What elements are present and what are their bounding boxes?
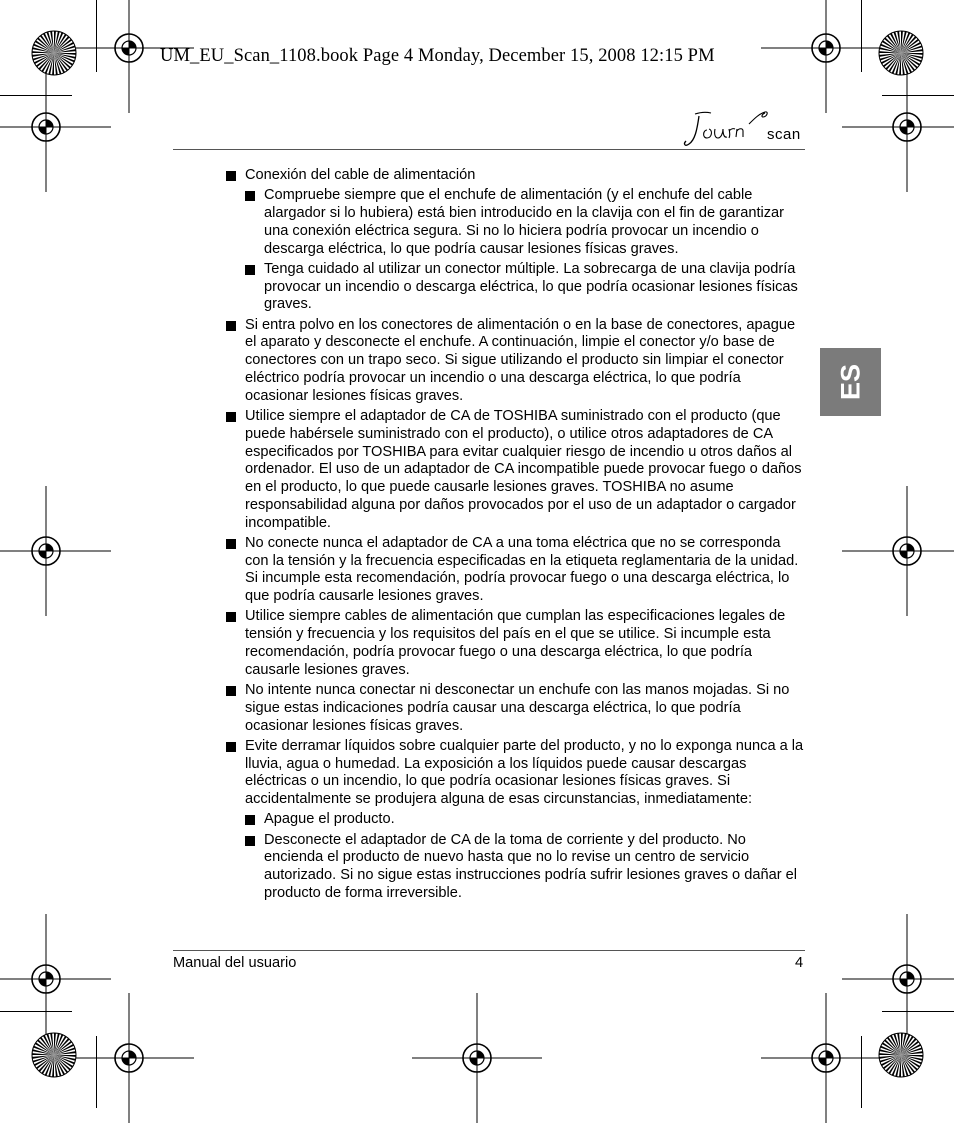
list-item-text: No intente nunca conectar ni desconectar un enchufe con las manos mojadas. Si no sigue estas indicaciones podría causar una descarga eléctrica, lo que podría ocasionar lesiones físicas graves. — [245, 682, 790, 734]
list-item-text: Si entra polvo en los conectores de alimentación o en la base de conectores, apague el aparato y desconecte el enchufe. A continuación, limpie el conector y/o base de conectores con un trapo seco. Si sigue utilizando el producto sin limpiar el conector eléctrico podría provocar un incendio o una descarga eléctrica, lo que podría ocasionar lesiones físicas graves. — [245, 316, 796, 404]
sub-list-item-text: Apague el producto. — [264, 811, 395, 828]
sub-list-item-text: Compruebe siempre que el enchufe de alimentación (y el enchufe del cable alargador si lo hubiera) está bien introducido en la clavija con el fin de garantizar una conexión eléctrica segura. Si no lo hiciera podría provocar un incendio o descarga eléctrica, lo que podría causar lesiones físicas graves. — [264, 187, 785, 257]
list-item-text: Utilice siempre cables de alimentación que cumplan las especificaciones legales de tensión y frecuencia y los requisitos del país en el que se utilice. Si incumple esta recomendación, podría provocar fuego o una descarga eléctrica, lo que podría causarle lesiones graves. — [245, 608, 786, 678]
square-bullet-icon — [226, 321, 236, 331]
list-item-text: Utilice siempre el adaptador de CA de TOSHIBA suministrado con el producto (que puede habérsele suministrado con el producto), o utilice otros adaptadores de CA especificados por TOSHIBA para evitar cualquier riesgo de incendio u otros daños al ordenador. El uso de un adaptador de CA incompatible puede provocar fuego o daños en el producto, lo que puede causarle lesiones graves. TOSHIBA no asume responsabilidad alguna por daños provocados por el uso de un adaptador o cargador incompatible. — [245, 407, 802, 531]
header-rule — [173, 149, 805, 150]
list-item — [226, 738, 806, 903]
registration-mark-icon — [0, 62, 111, 192]
safety-instructions-list — [226, 167, 806, 905]
list-item — [226, 167, 806, 314]
logo-scan-text: scan — [767, 126, 801, 143]
square-bullet-icon — [245, 836, 255, 846]
square-bullet-icon — [226, 612, 236, 622]
square-bullet-icon — [245, 265, 255, 275]
registration-mark-icon — [0, 486, 111, 616]
starburst-mark-icon — [29, 1030, 79, 1080]
registration-mark-icon — [64, 993, 194, 1123]
square-bullet-icon — [226, 742, 236, 752]
starburst-mark-icon — [876, 1030, 926, 1080]
language-tab-label: ES — [835, 363, 865, 401]
list-item-text: Conexión del cable de alimentación — [245, 167, 476, 183]
square-bullet-icon — [226, 539, 236, 549]
print-header: UM_EU_Scan_1108.book Page 4 Monday, December 15, 2008 12:15 PM — [160, 46, 715, 66]
list-item-text: No conecte nunca el adaptador de CA a una toma eléctrica que no se corresponda con la tensión y la frecuencia especificadas en la etiqueta reglamentaria de la unidad. Si incumple esta recomendación, podría provocar fuego o una descarga eléctrica, lo que podría causarle lesiones graves. — [245, 534, 799, 605]
footer-rule — [173, 950, 805, 951]
sub-list-item — [245, 261, 806, 314]
list-item-text: Evite derramar líquidos sobre cualquier parte del producto, y no lo exponga nunca a la lluvia, agua o humedad. La exposición a los líquidos puede causar descargas eléctricas o un incendio, lo que podría ocasionar lesiones físicas graves. Si accidentalmente se produjera alguna de esas circunstancias, inmediatamente: — [245, 737, 804, 808]
sub-list-item — [245, 832, 806, 903]
list-item — [226, 535, 806, 606]
registration-mark-icon — [842, 486, 954, 616]
starburst-mark-icon — [876, 28, 926, 78]
list-item — [226, 682, 806, 735]
square-bullet-icon — [245, 815, 255, 825]
list-item — [226, 408, 806, 533]
square-bullet-icon — [226, 412, 236, 422]
registration-mark-icon — [412, 993, 542, 1123]
square-bullet-icon — [245, 191, 255, 201]
registration-mark-icon — [761, 993, 891, 1123]
sub-list-item — [245, 811, 806, 829]
sub-list-item-text: Tenga cuidado al utilizar un conector múltiple. La sobrecarga de una clavija podría provocar un incendio o descarga eléctrica, lo que podría ocasionar lesiones físicas graves. — [264, 260, 798, 313]
list-item — [226, 608, 806, 679]
language-tab — [820, 348, 881, 416]
sub-list-item — [245, 187, 806, 258]
starburst-mark-icon — [29, 28, 79, 78]
square-bullet-icon — [226, 171, 236, 181]
journe-scan-logo — [683, 100, 809, 152]
square-bullet-icon — [226, 686, 236, 696]
page-number: 4 — [795, 955, 804, 971]
list-item — [226, 317, 806, 406]
sub-list-item-text: Desconecte el adaptador de CA de la toma de corriente y del producto. No encienda el producto de nuevo hasta que no lo revise un centro de servicio autorizado. Si no sigue estas instrucciones podría sufrir lesiones graves o dañar el producto de forma irreversible. — [264, 831, 797, 901]
footer-manual-title: Manual del usuario — [173, 955, 297, 971]
registration-mark-icon — [842, 62, 954, 192]
